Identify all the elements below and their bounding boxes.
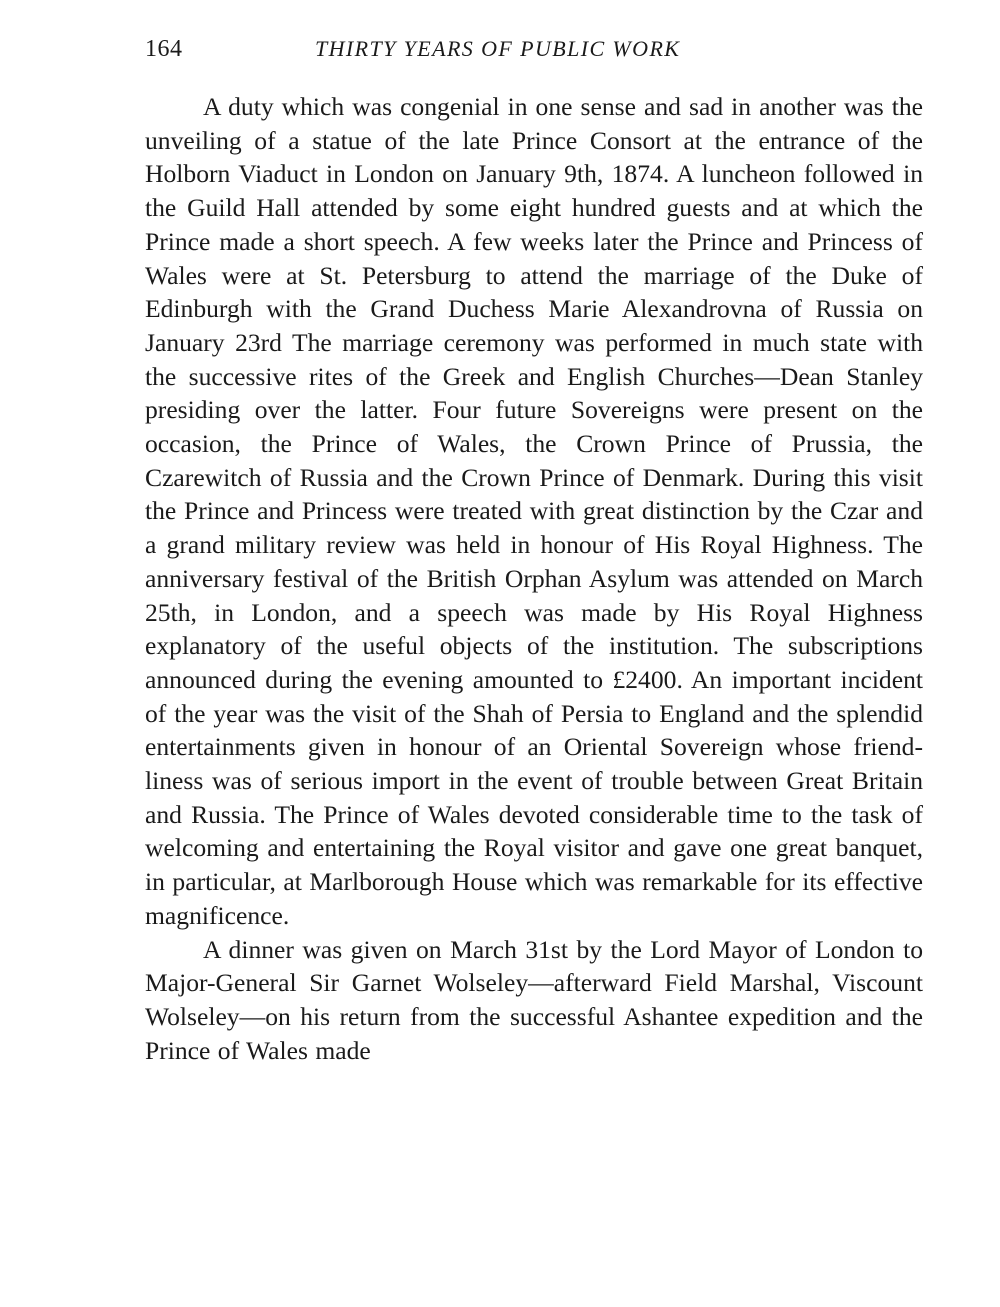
running-title: THIRTY YEARS OF PUBLIC WORK [315, 36, 681, 61]
page-number: 164 [145, 36, 183, 62]
running-head [145, 36, 923, 68]
paragraph-prince-consort-statue: A duty which was congenial in one sense and sad in another was the unveiling of a statue of the late Prince Consort at the entrance of the Holborn Viaduct in London on January 9th, 1874. A luncheon followed in the Guild Hall attended by some eight hundred guests and at which the Prince made a short speech. A few weeks later the Prince and Princess of Wales were at St. Petersburg to attend the marriage of the Duke of Edinburgh with the Grand Duchess Marie Alexandrovna of Russia on January 23rd The marriage ceremony was performed in much state with the successive rites of the Greek and English Churches—Dean Stanley presiding over the latter. Four future Sovereigns were present on the occasion, the Prince of Wales, the Crown Prince of Prussia, the Czarewitch of Russia and the Crown Prince of Denmark. During this visit the Prince and Princess were treated with great distinction by the Czar and a grand military review was held in honour of His Royal Highness. The anniversary festival of the British Orphan Asylum was attended on March 25th, in London, and a speech was made by His Royal Highness explanatory of the useful objects of the institution. The subscriptions announced during the evening amounted to £2400. An important incident of the year was the visit of the Shah of Persia to England and the splendid entertainments given in honour of an Oriental Sovereign whose friendliness was of serious import in the event of trouble between Great Britain and Russia. The Prince of Wales devoted considerable time to the task of welcoming and entertaining the Royal visitor and gave one great banquet, in particular, at Marlborough House which was remarkable for its effective magnificence. [145, 92, 923, 930]
paragraph-lord-mayor-dinner: A dinner was given on March 31st by the Lord Mayor of London to Major-General Sir Garnet Wolseley—afterward Field Marshal, Viscount Wolseley—on his return from the successful Ashantee expedition and the Prince of Wales made [145, 934, 923, 1065]
body-text [145, 90, 923, 1067]
